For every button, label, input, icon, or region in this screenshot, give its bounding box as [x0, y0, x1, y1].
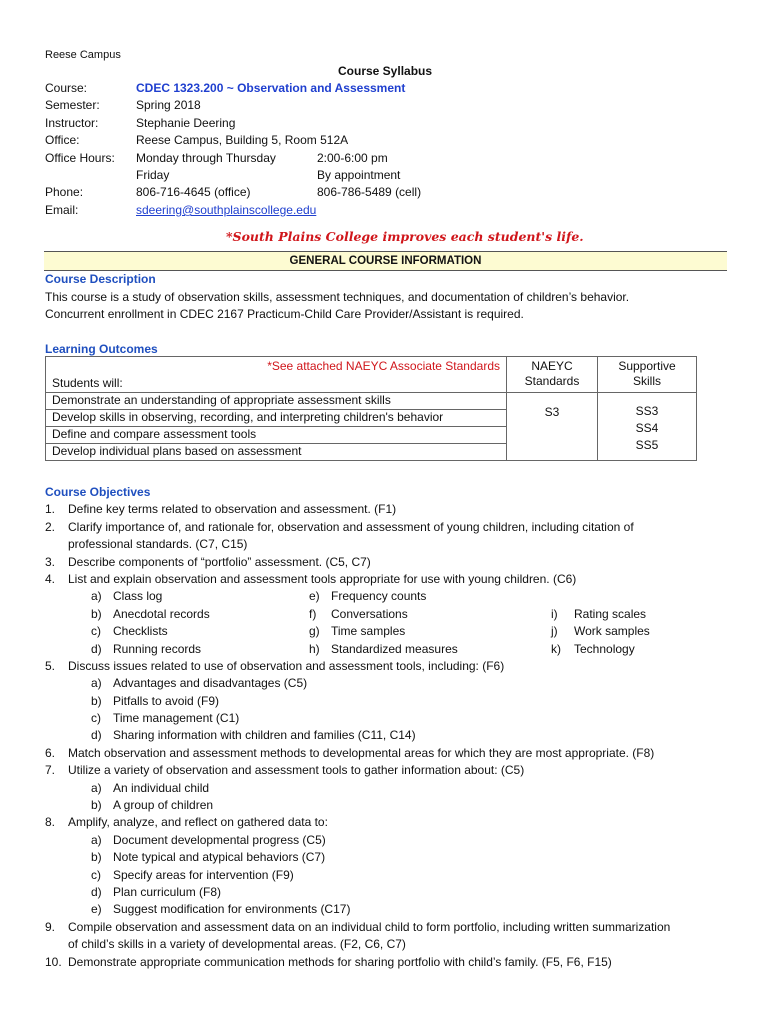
tool-item: Checklists — [113, 624, 168, 639]
email-label: Email: — [45, 203, 79, 217]
general-info-banner: GENERAL COURSE INFORMATION — [44, 251, 727, 271]
objective-text: List and explain observation and assessment tools appropriate for use with young children. (C6) — [68, 571, 577, 586]
tools-row: c) Checklists g) Time samples j) Work samples — [45, 623, 735, 640]
naeyc-note: *See attached NAEYC Associate Standards — [267, 359, 500, 373]
semester-value: Spring 2018 — [136, 98, 201, 112]
tool-item: Class log — [113, 589, 163, 604]
tool-item: Frequency counts — [331, 589, 427, 604]
sub-item-text: Advantages and disadvantages (C5) — [113, 676, 308, 691]
sub-item: d) Sharing information with children and families (C11, C14) — [45, 727, 735, 744]
learning-outcomes-heading: Learning Outcomes — [45, 342, 158, 356]
learning-outcomes-table — [45, 356, 697, 461]
sub-item: e) Suggest modification for environments (C17) — [45, 901, 735, 918]
skills-header-line-1: Supportive — [618, 359, 676, 373]
objective-1: 1. Define key terms related to observation and assessment. (F1) — [45, 501, 735, 518]
sub-item-text: Plan curriculum (F8) — [113, 884, 222, 899]
sub-item-text: Pitfalls to avoid (F9) — [113, 693, 220, 708]
objective-2-cont — [45, 536, 735, 553]
objective-8: 8. Amplify, analyze, and reflect on gathered data to: — [45, 814, 735, 831]
sub-item: b) Note typical and atypical behaviors (C7) — [45, 849, 735, 866]
tool-item: Conversations — [331, 606, 408, 621]
supportive-skills — [598, 393, 697, 461]
office-hours-days: Monday through Thursday — [136, 151, 276, 165]
tools-row: d) Running records h) Standardized measures k) Technology — [45, 641, 735, 658]
objective-10: 10. Demonstrate appropriate communication methods for sharing portfolio with child’s family. (F5, F6, F15) — [45, 954, 735, 971]
outcome-item: Demonstrate an understanding of appropriate assessment skills — [46, 393, 507, 410]
objective-9-cont — [45, 936, 735, 953]
students-will-label: Students will: — [52, 376, 123, 390]
sub-item: a) An individual child — [45, 780, 735, 797]
objective-text: Compile observation and assessment data on an individual child to form portfolio, including written summarization — [68, 919, 671, 934]
outcomes-header-cell — [46, 357, 507, 393]
naeyc-header — [507, 357, 598, 393]
tool-item: Technology — [574, 641, 635, 656]
sub-item: a) Advantages and disadvantages (C5) — [45, 675, 735, 692]
sub-item: c) Specify areas for intervention (F9) — [45, 867, 735, 884]
course-objectives-heading: Course Objectives — [45, 485, 151, 499]
objective-6: 6. Match observation and assessment methods to developmental areas for which they are most appropriate. (F8) — [45, 745, 735, 762]
tool-item: Running records — [113, 641, 202, 656]
outcome-item: Develop individual plans based on assessment — [46, 444, 507, 461]
sub-item-text: Time management (C1) — [113, 711, 240, 726]
sub-item: a) Document developmental progress (C5) — [45, 832, 735, 849]
objective-4: 4. List and explain observation and assessment tools appropriate for use with young children. (C6) — [45, 571, 735, 588]
sub-item-text: Document developmental progress (C5) — [113, 832, 326, 847]
phone-office: 806-716-4645 (office) — [136, 185, 251, 199]
course-name: CDEC 1323.200 ~ Observation and Assessment — [136, 81, 406, 95]
skill-ss4: SS4 — [635, 421, 659, 435]
objective-text: Utilize a variety of observation and assessment tools to gather information about: (C5) — [68, 763, 525, 778]
sub-item: d) Plan curriculum (F8) — [45, 884, 735, 901]
objective-text: Define key terms related to observation and assessment. (F1) — [68, 502, 397, 517]
outcome-item: Define and compare assessment tools — [46, 427, 507, 444]
email-link[interactable]: sdeering@southplainscollege.edu — [136, 203, 317, 217]
course-description-heading: Course Description — [45, 272, 156, 286]
skills-header — [598, 357, 697, 393]
naeyc-header-line-1: NAEYC — [531, 359, 573, 373]
objective-2: 2. Clarify importance of, and rationale for, observation and assessment of young children, including citation of — [45, 519, 735, 536]
objective-7: 7. Utilize a variety of observation and assessment tools to gather information about: (C5) — [45, 762, 735, 779]
tools-row: b) Anecdotal records f) Conversations i) Rating scales — [45, 606, 735, 623]
naeyc-standard: S3 — [507, 393, 598, 461]
office-hours-time: 2:00-6:00 pm — [317, 151, 388, 165]
sub-item: c) Time management (C1) — [45, 710, 735, 727]
tool-item: Anecdotal records — [113, 606, 210, 621]
course-description-line-2: Concurrent enrollment in CDEC 2167 Practicum-Child Care Provider/Assistant is required. — [45, 307, 524, 321]
office-hours-label: Office Hours: — [45, 151, 115, 165]
campus-header: Reese Campus — [45, 49, 121, 61]
skill-ss3: SS3 — [635, 404, 659, 418]
skills-header-line-2: Skills — [632, 374, 661, 388]
instructor-value: Stephanie Deering — [136, 116, 236, 130]
objective-9: 9. Compile observation and assessment data on an individual child to form portfolio, including written summarization — [45, 919, 735, 936]
college-slogan: *South Plains College improves each student's life. — [226, 229, 584, 244]
outcome-item: Develop skills in observing, recording, and interpreting children's behavior — [46, 410, 507, 427]
tool-item: Time samples — [331, 624, 406, 639]
course-description-line-1: This course is a study of observation skills, assessment techniques, and documentation of children’s behavior. — [45, 290, 630, 304]
sub-item: b) A group of children — [45, 797, 735, 814]
tools-row: a) Class log e) Frequency counts — [45, 588, 735, 605]
sub-item-text: Note typical and atypical behaviors (C7) — [113, 850, 326, 865]
sub-item: b) Pitfalls to avoid (F9) — [45, 693, 735, 710]
objective-text: of child’s skills in a variety of developmental areas. (F2, C6, C7) — [68, 937, 406, 952]
sub-item-text: A group of children — [113, 798, 214, 813]
sub-item-text: Suggest modification for environments (C17) — [113, 902, 351, 917]
course-label: Course: — [45, 81, 88, 95]
objective-text: professional standards. (C7, C15) — [68, 537, 248, 552]
objective-text: Describe components of “portfolio” assessment. (C5, C7) — [68, 554, 371, 569]
tool-item: Work samples — [574, 624, 650, 639]
objective-text: Amplify, analyze, and reflect on gathered data to: — [68, 815, 328, 830]
course-objectives — [45, 484, 735, 971]
naeyc-header-line-2: Standards — [524, 374, 580, 388]
syllabus-title: Course Syllabus — [338, 64, 433, 78]
sub-item-text: An individual child — [113, 780, 210, 795]
office-hours-days-2: Friday — [136, 168, 170, 182]
objective-text: Clarify importance of, and rationale for, observation and assessment of young children, including citation of — [68, 519, 634, 534]
semester-label: Semester: — [45, 98, 100, 112]
office-hours-time-2: By appointment — [317, 168, 401, 182]
skill-ss5: SS5 — [635, 438, 659, 452]
office-value: Reese Campus, Building 5, Room 512A — [136, 133, 349, 147]
tool-item: Rating scales — [574, 606, 647, 621]
office-label: Office: — [45, 133, 80, 147]
objective-text: Match observation and assessment methods to developmental areas for which they are most appropriate. (F8) — [68, 745, 655, 760]
sub-item-text: Sharing information with children and families (C11, C14) — [113, 728, 416, 743]
objective-3: 3. Describe components of “portfolio” assessment. (C5, C7) — [45, 554, 735, 571]
instructor-label: Instructor: — [45, 116, 99, 130]
objective-text: Discuss issues related to use of observation and assessment tools, including: (F6) — [68, 658, 505, 673]
phone-label: Phone: — [45, 185, 84, 199]
phone-cell: 806-786-5489 (cell) — [317, 185, 422, 199]
tool-item: Standardized measures — [331, 641, 458, 656]
sub-item-text: Specify areas for intervention (F9) — [113, 867, 294, 882]
objective-5: 5. Discuss issues related to use of observation and assessment tools, including: (F6) — [45, 658, 735, 675]
objective-text: Demonstrate appropriate communication methods for sharing portfolio with child’s family. (F5, F6, F15) — [68, 954, 612, 969]
